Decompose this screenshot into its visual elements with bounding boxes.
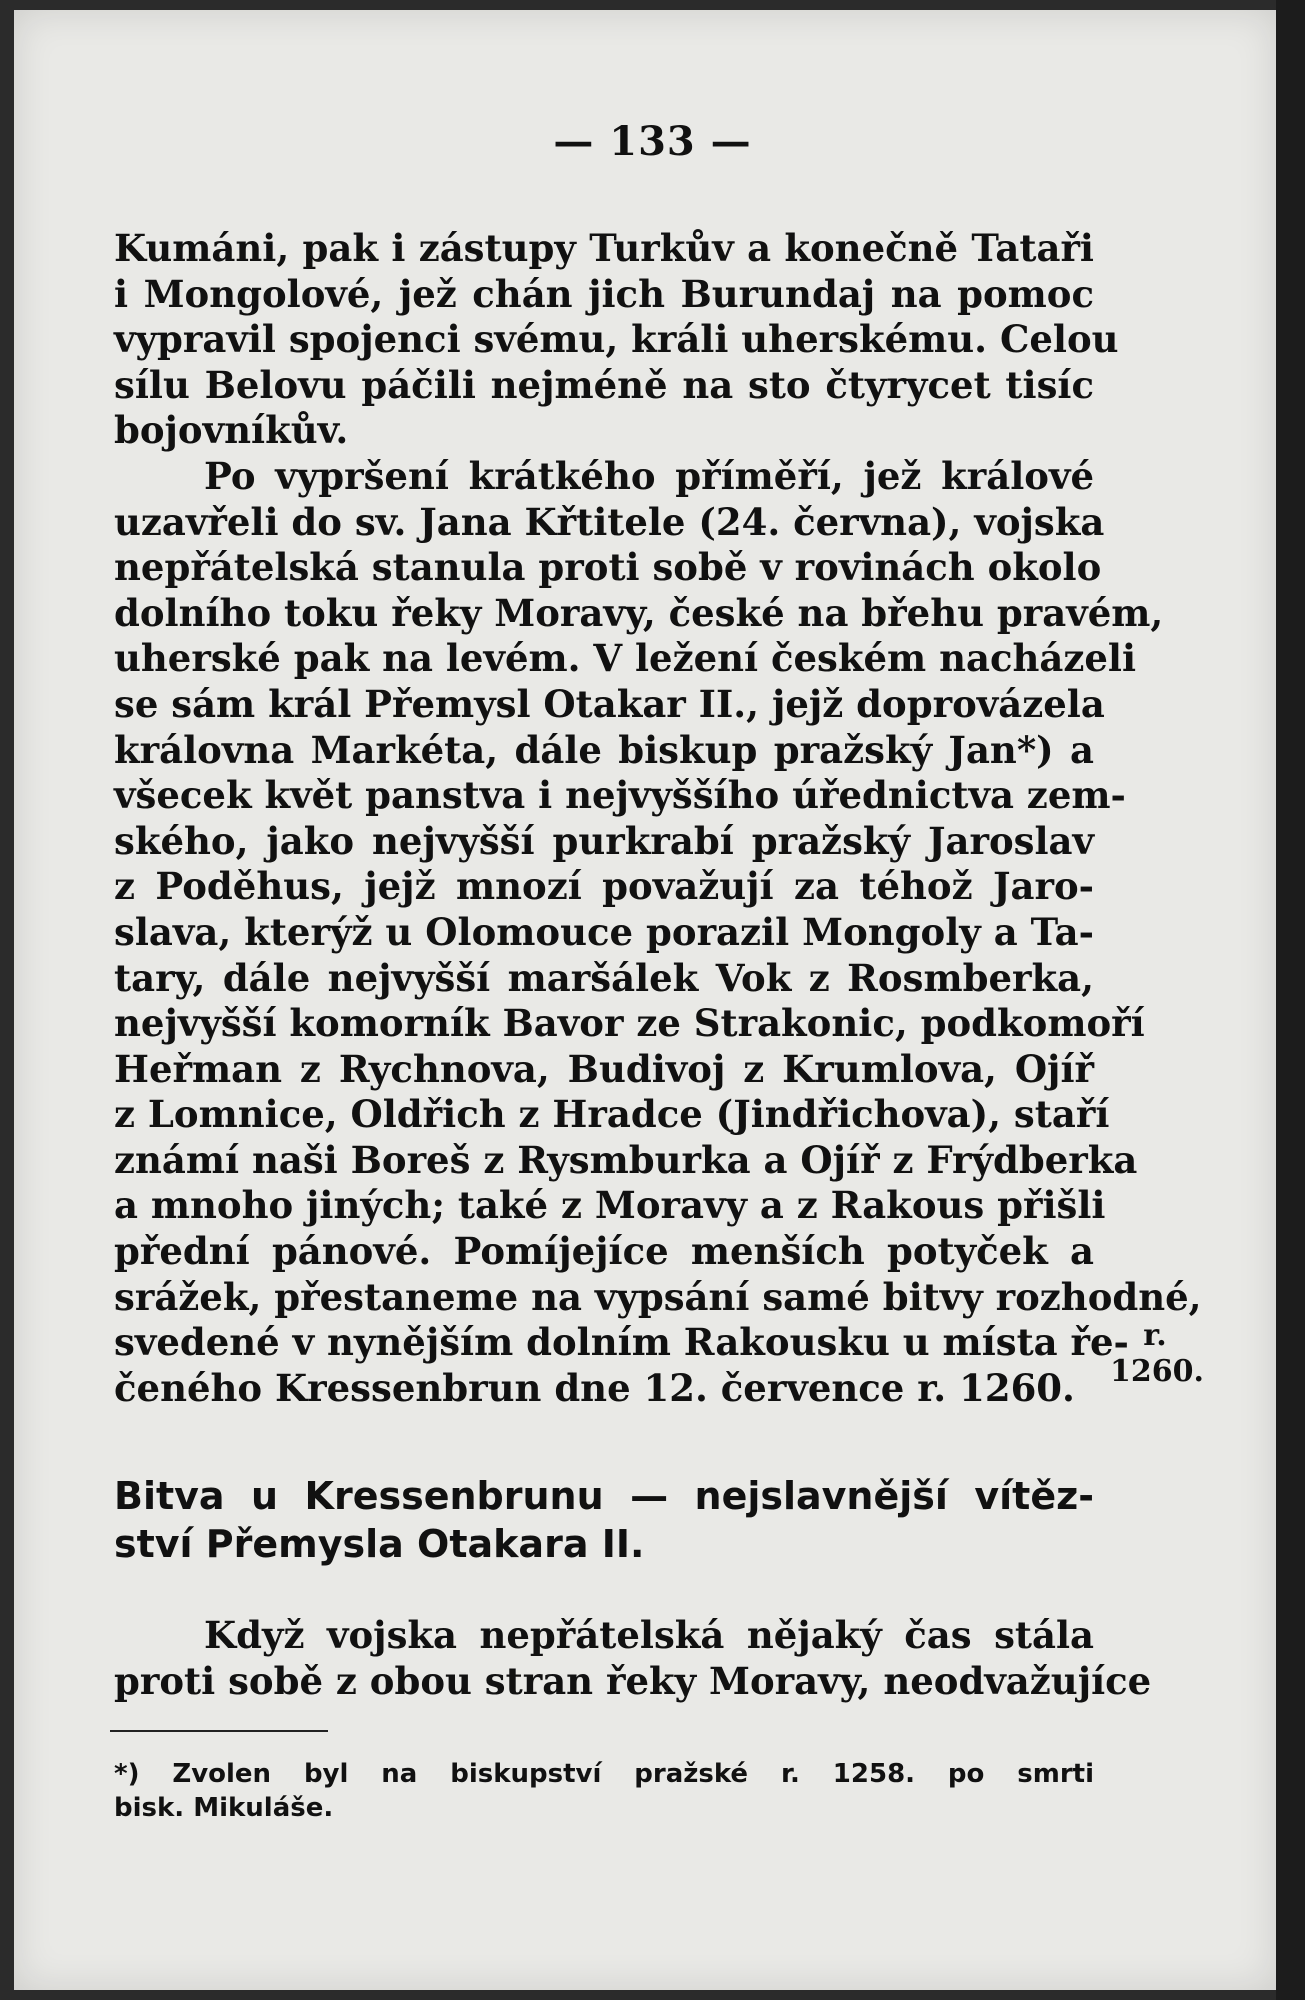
text-line: vypravil spojenci svému, králi uherskému. Celou	[114, 317, 1119, 362]
text-line: dolního toku řeky Moravy, české na břehu pravém,	[114, 590, 1164, 635]
text-line: svedené v nynějším dolním Rakousku u místa ře-	[114, 1320, 1129, 1365]
heading-line: ství Přemysla Otakara II.	[114, 1522, 645, 1566]
continuation-text	[114, 1612, 1152, 1704]
text-line: čeného Kressenbrun dne 12. července r. 1260.	[114, 1365, 1075, 1410]
text-line: Po vypršení krátkého příměří, jež králové	[204, 453, 1094, 498]
footnote-line: bisk. Mikuláše.	[114, 1793, 334, 1823]
text-line: přední pánové. Pomíjejíce menších potyček a	[114, 1229, 1094, 1274]
text-line: a mnoho jiných; také z Moravy a z Rakous přišli	[114, 1183, 1106, 1228]
text-line: Heřman z Rychnova, Budivoj z Krumlova, Ojíř	[114, 1046, 1094, 1091]
section-heading	[114, 1472, 1094, 1568]
text-line: Kumáni, pak i zástupy Turkův a konečně Tataři	[114, 226, 1094, 270]
text-line: známí naši Boreš z Rysmburka a Ojíř z Frýdberka	[114, 1137, 1138, 1182]
text-line: proti sobě z obou stran řeky Moravy, neodvažujíce	[114, 1659, 1152, 1703]
text-line: nejvyšší komorník Bavor ze Strakonic, podkomoří	[114, 1001, 1145, 1046]
text-line: z Lomnice, Oldřich z Hradce (Jindřichova), staří	[114, 1092, 1110, 1137]
text-line: všecek květ panstva i nejvyššího úřednictva zem-	[114, 773, 1126, 818]
text-line: z Poděhus, jejž mnozí považují za téhož Jaro-	[114, 864, 1094, 909]
text-line: bojovníkův.	[114, 408, 349, 453]
margin-note-line: 1260.	[1110, 1354, 1204, 1389]
text-line: Když vojska nepřátelská nějaký čas stála	[204, 1613, 1094, 1657]
text-line: královna Markéta, dále biskup pražský Jan*) a	[114, 727, 1094, 772]
text-line: sílu Belovu páčili nejméně na sto čtyrycet tisíc	[114, 362, 1094, 407]
text-line: se sám král Přemysl Otakar II., jejž doprovázela	[114, 681, 1105, 726]
heading-line: Bitva u Kressenbrunu — nejslavnější vítěz-	[114, 1474, 1094, 1518]
text-line: uzavřeli do sv. Jana Křtitele (24. června), vojska	[114, 499, 1105, 544]
main-text	[114, 226, 1202, 1411]
footnote	[114, 1757, 1094, 1825]
text-line: ského, jako nejvyšší purkrabí pražský Jaroslav	[114, 818, 1094, 863]
footnote-divider	[110, 1730, 328, 1732]
footnote-line: *) Zvolen byl na biskupství pražské r. 1258. po smrti	[114, 1759, 1094, 1789]
margin-note-line: r.	[1143, 1318, 1167, 1353]
text-line: uherské pak na levém. V ležení českém nacházeli	[114, 636, 1137, 681]
text-line: srážek, přestaneme na vypsání samé bitvy rozhodné,	[114, 1274, 1202, 1319]
text-line: slava, kterýž u Olomouce porazil Mongoly a Ta-	[114, 909, 1094, 954]
text-line: nepřátelská stanula proti sobě v rovinách okolo	[114, 545, 1102, 590]
text-line: tary, dále nejvyšší maršálek Vok z Rosmberka,	[114, 955, 1094, 1000]
margin-note-year	[1110, 1318, 1204, 1390]
scan-edge-shadow	[1276, 0, 1305, 2000]
page-number: — 133 —	[553, 118, 752, 165]
text-line: i Mongolové, jež chán jich Burundaj na pomoc	[114, 271, 1094, 316]
